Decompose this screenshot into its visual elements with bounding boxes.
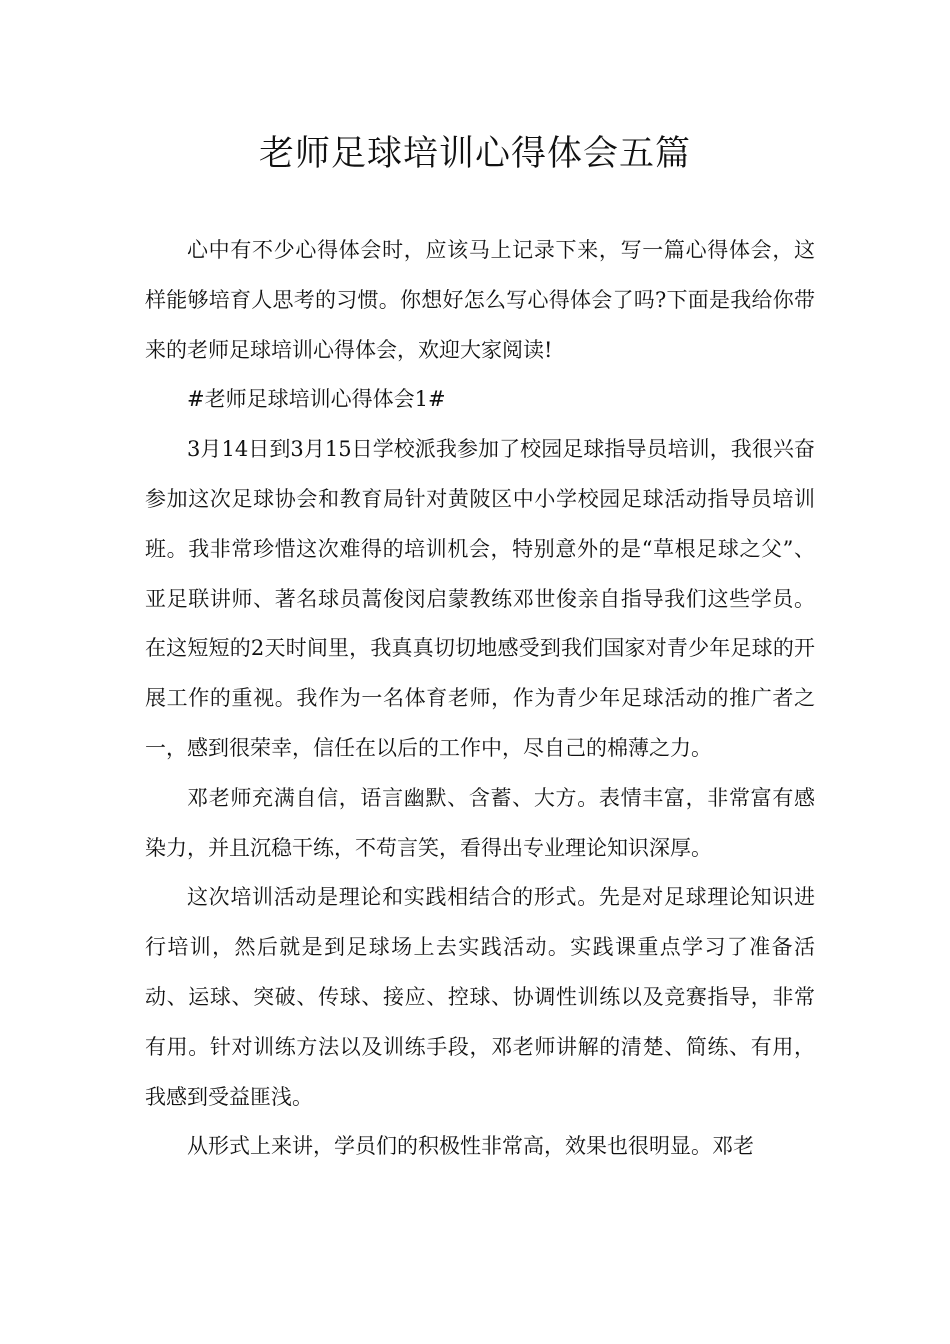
paragraph: 这次培训活动是理论和实践相结合的形式。先是对足球理论知识进行培训，然后就是到足球场上去实践活动。实践课重点学习了准备活动、运球、突破、传球、接应、控球、协调性训练以及竞赛指导，非常有用。针对训练方法以及训练手段，邓老师讲解的清楚、简练、有用，我感到受益匪浅。 [145, 885, 815, 1109]
document-title: 老师足球培训心得体会五篇 [258, 134, 691, 174]
paragraph: 3月14日到3月15日学校派我参加了校园足球指导员培训，我很兴奋参加这次足球协会和教育局针对黄陂区中小学校园足球活动指导员培训班。我非常珍惜这次难得的培训机会，特别意外的是“草根足球之父”、亚足联讲师、著名球员蒿俊闵启蒙教练邓世俊亲自指导我们这些学员。在这短短的2天时间里，我真真切切地感受到我们国家对青少年足球的开展工作的重视。我作为一名体育老师，作为青少年足球活动的推广者之一，感到很荣幸，信任在以后的工作中，尽自己的棉薄之力。 [145, 437, 815, 760]
paragraph: 邓老师充满自信，语言幽默、含蓄、大方。表情丰富，非常富有感染力，并且沉稳干练，不苟言笑，看得出专业理论知识深厚。 [145, 785, 815, 860]
paragraph-intro: 心中有不少心得体会时，应该马上记录下来，写一篇心得体会，这样能够培育人思考的习惯。你想好怎么写心得体会了吗?下面是我给你带来的老师足球培训心得体会，欢迎大家阅读! [145, 238, 815, 362]
document-body [145, 226, 815, 1172]
paragraph: 从形式上来讲，学员们的积极性非常高，效果也很明显。邓老 [187, 1134, 754, 1159]
section-heading: #老师足球培训心得体会1# [187, 387, 446, 412]
